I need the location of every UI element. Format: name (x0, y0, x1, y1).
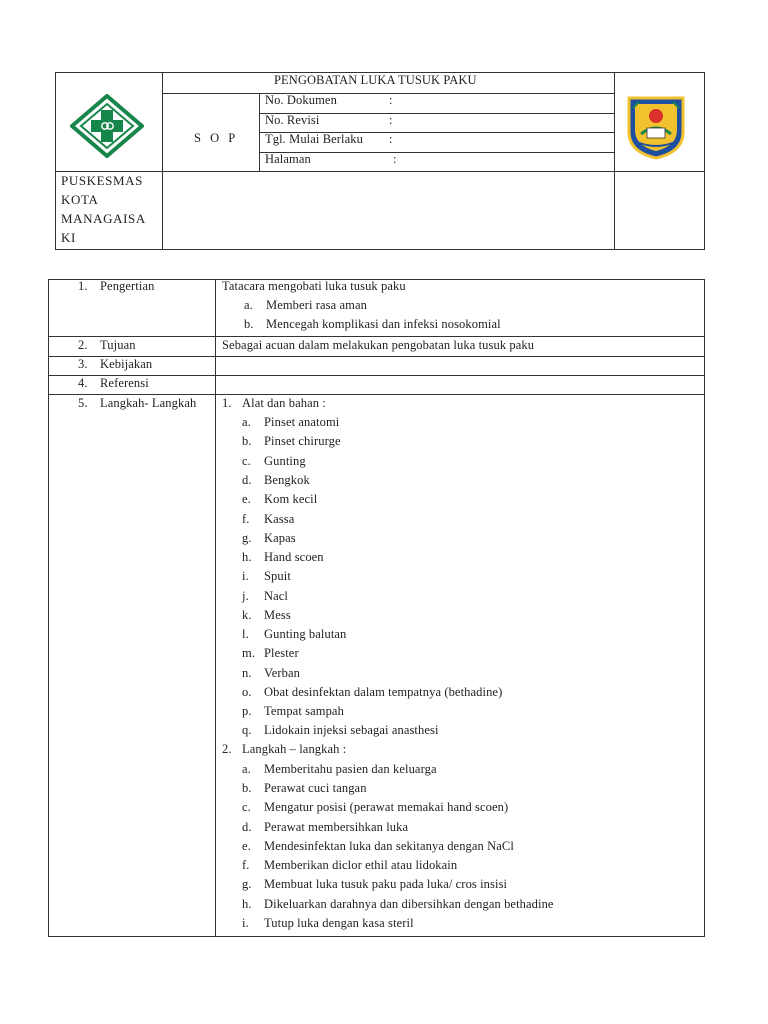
list-item-letter: e. (242, 492, 251, 506)
list-item-letter: c. (242, 454, 251, 468)
list-item-letter: i. (242, 916, 249, 930)
list-item-letter: o. (242, 685, 252, 699)
section-num-tujuan: 2. (78, 338, 88, 352)
list-item: Plester (264, 646, 299, 660)
list-item: Lidokain injeksi sebagai anasthesi (264, 723, 439, 737)
list-item-letter: j. (242, 589, 249, 603)
field-no-dokumen-sep: : (389, 93, 393, 107)
field-no-dokumen-label: No. Dokumen (265, 93, 337, 107)
list-item-letter: f. (242, 858, 250, 872)
list-item: Nacl (264, 589, 288, 603)
list-item-letter: p. (242, 704, 252, 718)
list-item-letter: f. (242, 512, 250, 526)
list-item-letter: g. (242, 531, 252, 545)
list-item: Kassa (264, 512, 295, 526)
list-item: Hand scoen (264, 550, 324, 564)
list-item-letter: d. (242, 820, 252, 834)
list-item: Mendesinfektan luka dan sekitanya dengan NaCl (264, 839, 514, 853)
list-item: Pinset anatomi (264, 415, 340, 429)
list-item: Kom kecil (264, 492, 318, 506)
document-title: PENGOBATAN LUKA TUSUK PAKU (274, 73, 477, 87)
list-item-letter: c. (242, 800, 251, 814)
section-label-kebijakan: Kebijakan (100, 357, 153, 371)
list-item-letter: e. (242, 839, 251, 853)
list-item-letter: l. (242, 627, 249, 641)
institution-line-3: MANAGAISA (61, 211, 146, 226)
list-item-letter: a. (242, 415, 251, 429)
list-item: Dikeluarkan darahnya dan dibersihkan dengan bethadine (264, 897, 554, 911)
section-num-langkah: 5. (78, 396, 88, 410)
field-no-revisi-sep: : (389, 113, 393, 127)
list-item: Pinset chirurge (264, 434, 341, 448)
langkah-group-2-title: Langkah – langkah : (242, 742, 347, 756)
field-halaman-label: Halaman (265, 152, 311, 166)
langkah-group-1-num: 1. (222, 396, 232, 410)
list-item-letter: n. (242, 666, 252, 680)
list-item-letter: b. (242, 781, 252, 795)
list-item: Membuat luka tusuk paku pada luka/ cros insisi (264, 877, 508, 891)
list-item: Memberitahu pasien dan keluarga (264, 762, 437, 776)
list-item: Tempat sampah (264, 704, 344, 718)
list-item-letter: d. (242, 473, 252, 487)
pengertian-text: Tatacara mengobati luka tusuk paku (222, 279, 406, 293)
section-num-referensi: 4. (78, 376, 88, 390)
list-item: Verban (264, 666, 301, 680)
sop-label: S O P (194, 131, 239, 145)
list-item-letter: q. (242, 723, 252, 737)
pengertian-item-b-letter: b. (244, 317, 254, 331)
list-item-letter: h. (242, 897, 252, 911)
list-item: Bengkok (264, 473, 310, 487)
list-item: Perawat cuci tangan (264, 781, 367, 795)
institution-line-1: PUSKESMAS (61, 173, 143, 188)
section-label-tujuan: Tujuan (100, 338, 136, 352)
langkah-group-1-title: Alat dan bahan : (242, 396, 326, 410)
institution-line-2: KOTA (61, 192, 99, 207)
list-item-letter: m. (242, 646, 256, 660)
section-label-referensi: Referensi (100, 376, 149, 390)
list-item-letter: k. (242, 608, 252, 622)
tujuan-text: Sebagai acuan dalam melakukan pengobatan luka tusuk paku (222, 338, 535, 352)
list-item: Tutup luka dengan kasa steril (264, 916, 414, 930)
field-halaman-sep: : (393, 152, 397, 166)
institution-line-4: KI (61, 230, 76, 245)
field-no-revisi-label: No. Revisi (265, 113, 320, 127)
field-tgl-mulai-sep: : (389, 132, 393, 146)
list-item-letter: g. (242, 877, 252, 891)
pengertian-item-b-text: Mencegah komplikasi dan infeksi nosokomial (266, 317, 501, 331)
list-item: Mengatur posisi (perawat memakai hand scoen) (264, 800, 509, 814)
section-label-pengertian: Pengertian (100, 279, 155, 293)
puskesmas-logo (70, 94, 144, 158)
langkah-group-2-num: 2. (222, 742, 232, 756)
regional-emblem (625, 94, 687, 160)
list-item: Kapas (264, 531, 296, 545)
list-item: Perawat membersihkan luka (264, 820, 409, 834)
list-item-letter: b. (242, 434, 252, 448)
section-num-pengertian: 1. (78, 279, 88, 293)
list-item: Gunting (264, 454, 306, 468)
pengertian-item-a-text: Memberi rasa aman (266, 298, 367, 312)
list-item-letter: i. (242, 569, 249, 583)
section-label-langkah: Langkah- Langkah (100, 396, 197, 410)
field-tgl-mulai-label: Tgl. Mulai Berlaku (265, 132, 363, 146)
list-item: Obat desinfektan dalam tempatnya (bethadine) (264, 685, 503, 699)
list-item: Mess (264, 608, 291, 622)
pengertian-item-a-letter: a. (244, 298, 253, 312)
section-num-kebijakan: 3. (78, 357, 88, 371)
list-item: Spuit (264, 569, 291, 583)
list-item-letter: a. (242, 762, 251, 776)
list-item: Memberikan diclor ethil atau lidokain (264, 858, 458, 872)
list-item: Gunting balutan (264, 627, 347, 641)
list-item-letter: h. (242, 550, 252, 564)
